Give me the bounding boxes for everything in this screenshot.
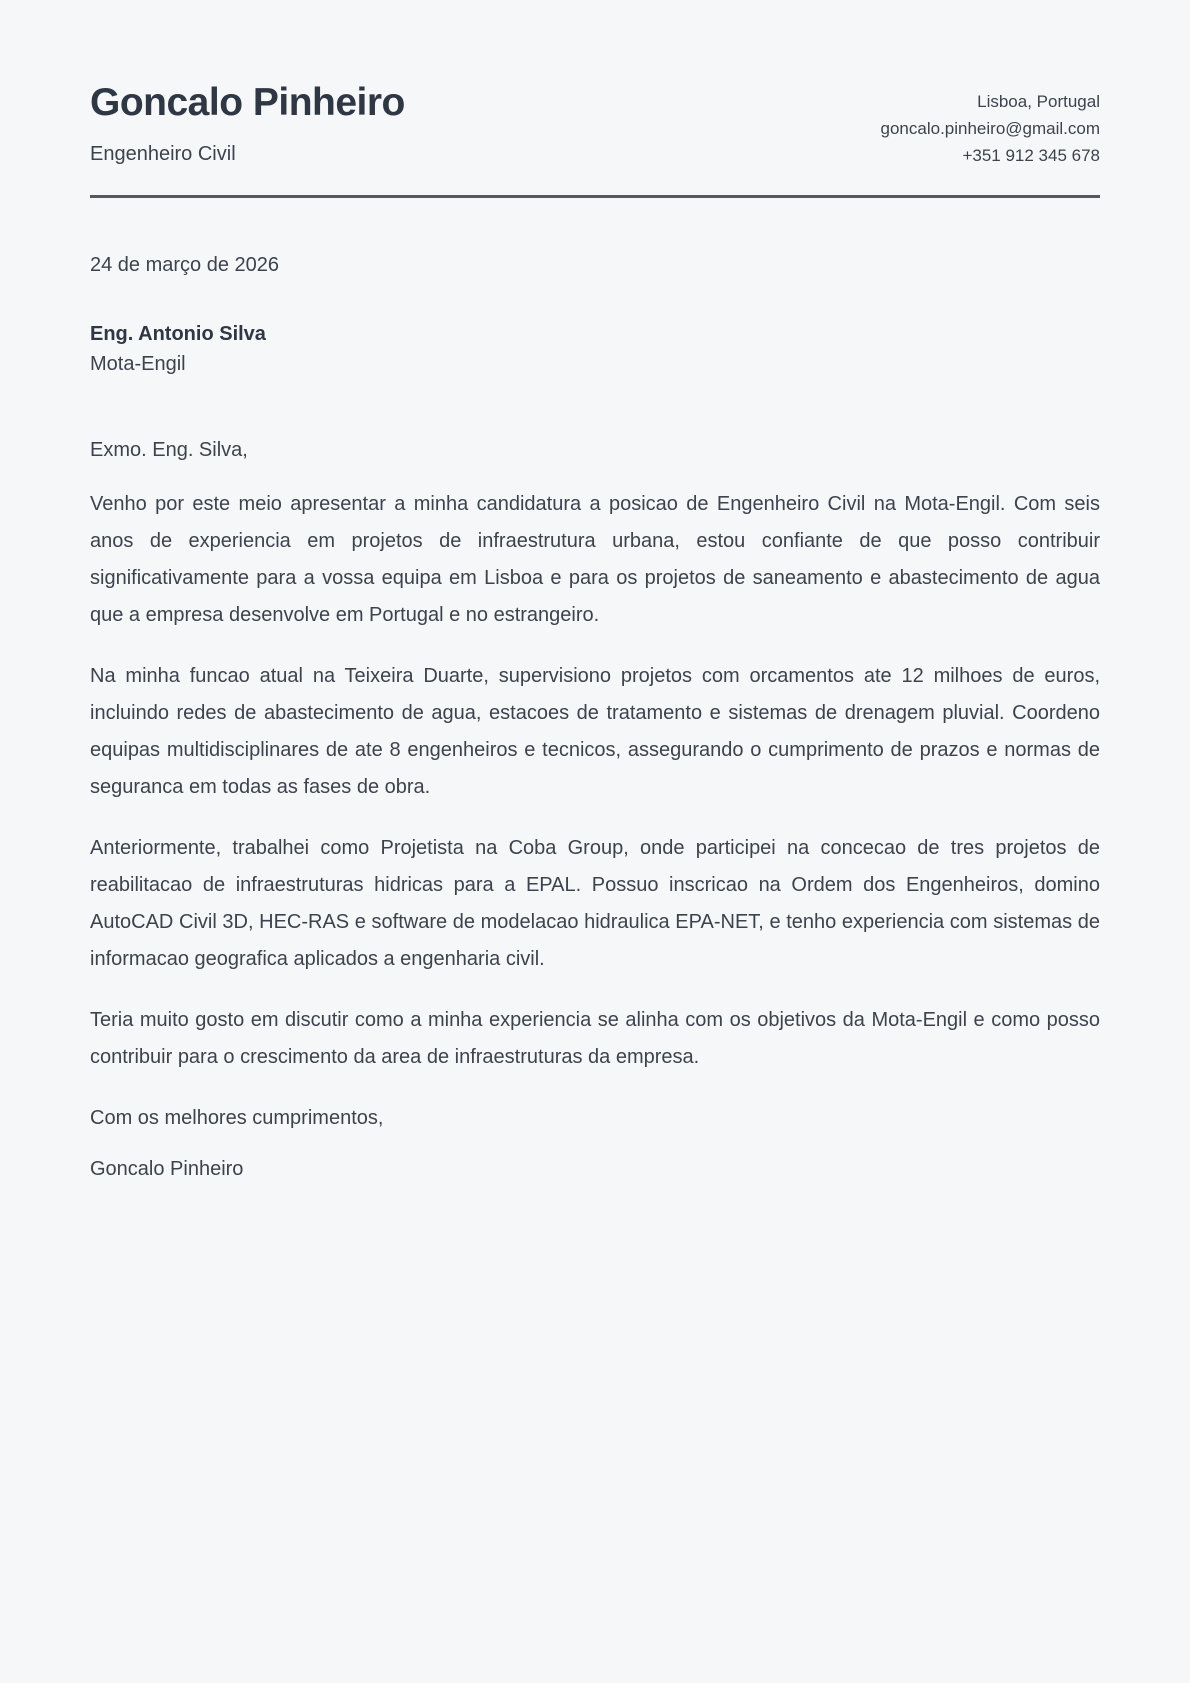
contact-location: Lisboa, Portugal (977, 92, 1100, 111)
recipient-name: Eng. Antonio Silva (90, 323, 266, 345)
paragraph-call-to-action: Teria muito gosto em discutir como a minha experiencia se alinha com os objetivos da Mota-Engil e como posso contribuir para o crescimento da area de infraestruturas da empresa. (90, 1009, 1100, 1068)
closing-line: Com os melhores cumprimentos, (90, 1107, 384, 1129)
salutation: Exmo. Eng. Silva, (90, 439, 248, 461)
header-divider (90, 195, 1100, 198)
contact-phone: +351 912 345 678 (962, 146, 1100, 165)
paragraph-introduction: Venho por este meio apresentar a minha candidatura a posicao de Engenheiro Civil na Mota-Engil. Com seis anos de experiencia em projetos de infraestrutura urbana, estou confiante de que posso contribuir significativamente para a vossa equipa em Lisboa e para os projetos de saneamento e abastecimento de agua que a empresa desenvolve em Portugal e no estrangeiro. (90, 493, 1100, 626)
recipient-company: Mota-Engil (90, 353, 186, 375)
signature-name: Goncalo Pinheiro (90, 1158, 244, 1180)
contact-block (881, 82, 1100, 169)
paragraph-previous-experience: Anteriormente, trabalhei como Projetista na Coba Group, onde participei na concecao de tres projetos de reabilitacao de infraestruturas hidricas para a EPAL. Possuo inscricao na Ordem dos Engenheiros, domino AutoCAD Civil 3D, HEC-RAS e software de modelacao hidraulica EPA-NET, e tenho experiencia com sistemas de informacao geografica aplicados a engenharia civil. (90, 837, 1100, 970)
sender-job-title: Engenheiro Civil (90, 142, 236, 165)
sender-name: Goncalo Pinheiro (90, 81, 405, 124)
letter-body (90, 254, 1100, 1188)
contact-email: goncalo.pinheiro@gmail.com (880, 119, 1100, 138)
recipient-block (90, 319, 1100, 379)
letter-header (90, 82, 1100, 169)
letter-date: 24 de março de 2026 (90, 254, 280, 276)
sender-identity (90, 82, 405, 166)
paragraph-current-role: Na minha funcao atual na Teixeira Duarte, supervisiono projetos com orcamentos ate 12 milhoes de euros, incluindo redes de abastecimento de agua, estacoes de tratamento e sistemas de drenagem pluvial. Coordeno equipas multidisciplinares de ate 8 engenheiros e tecnicos, assegurando o cumprimento de prazos e normas de seguranca em todas as fases de obra. (90, 665, 1100, 798)
